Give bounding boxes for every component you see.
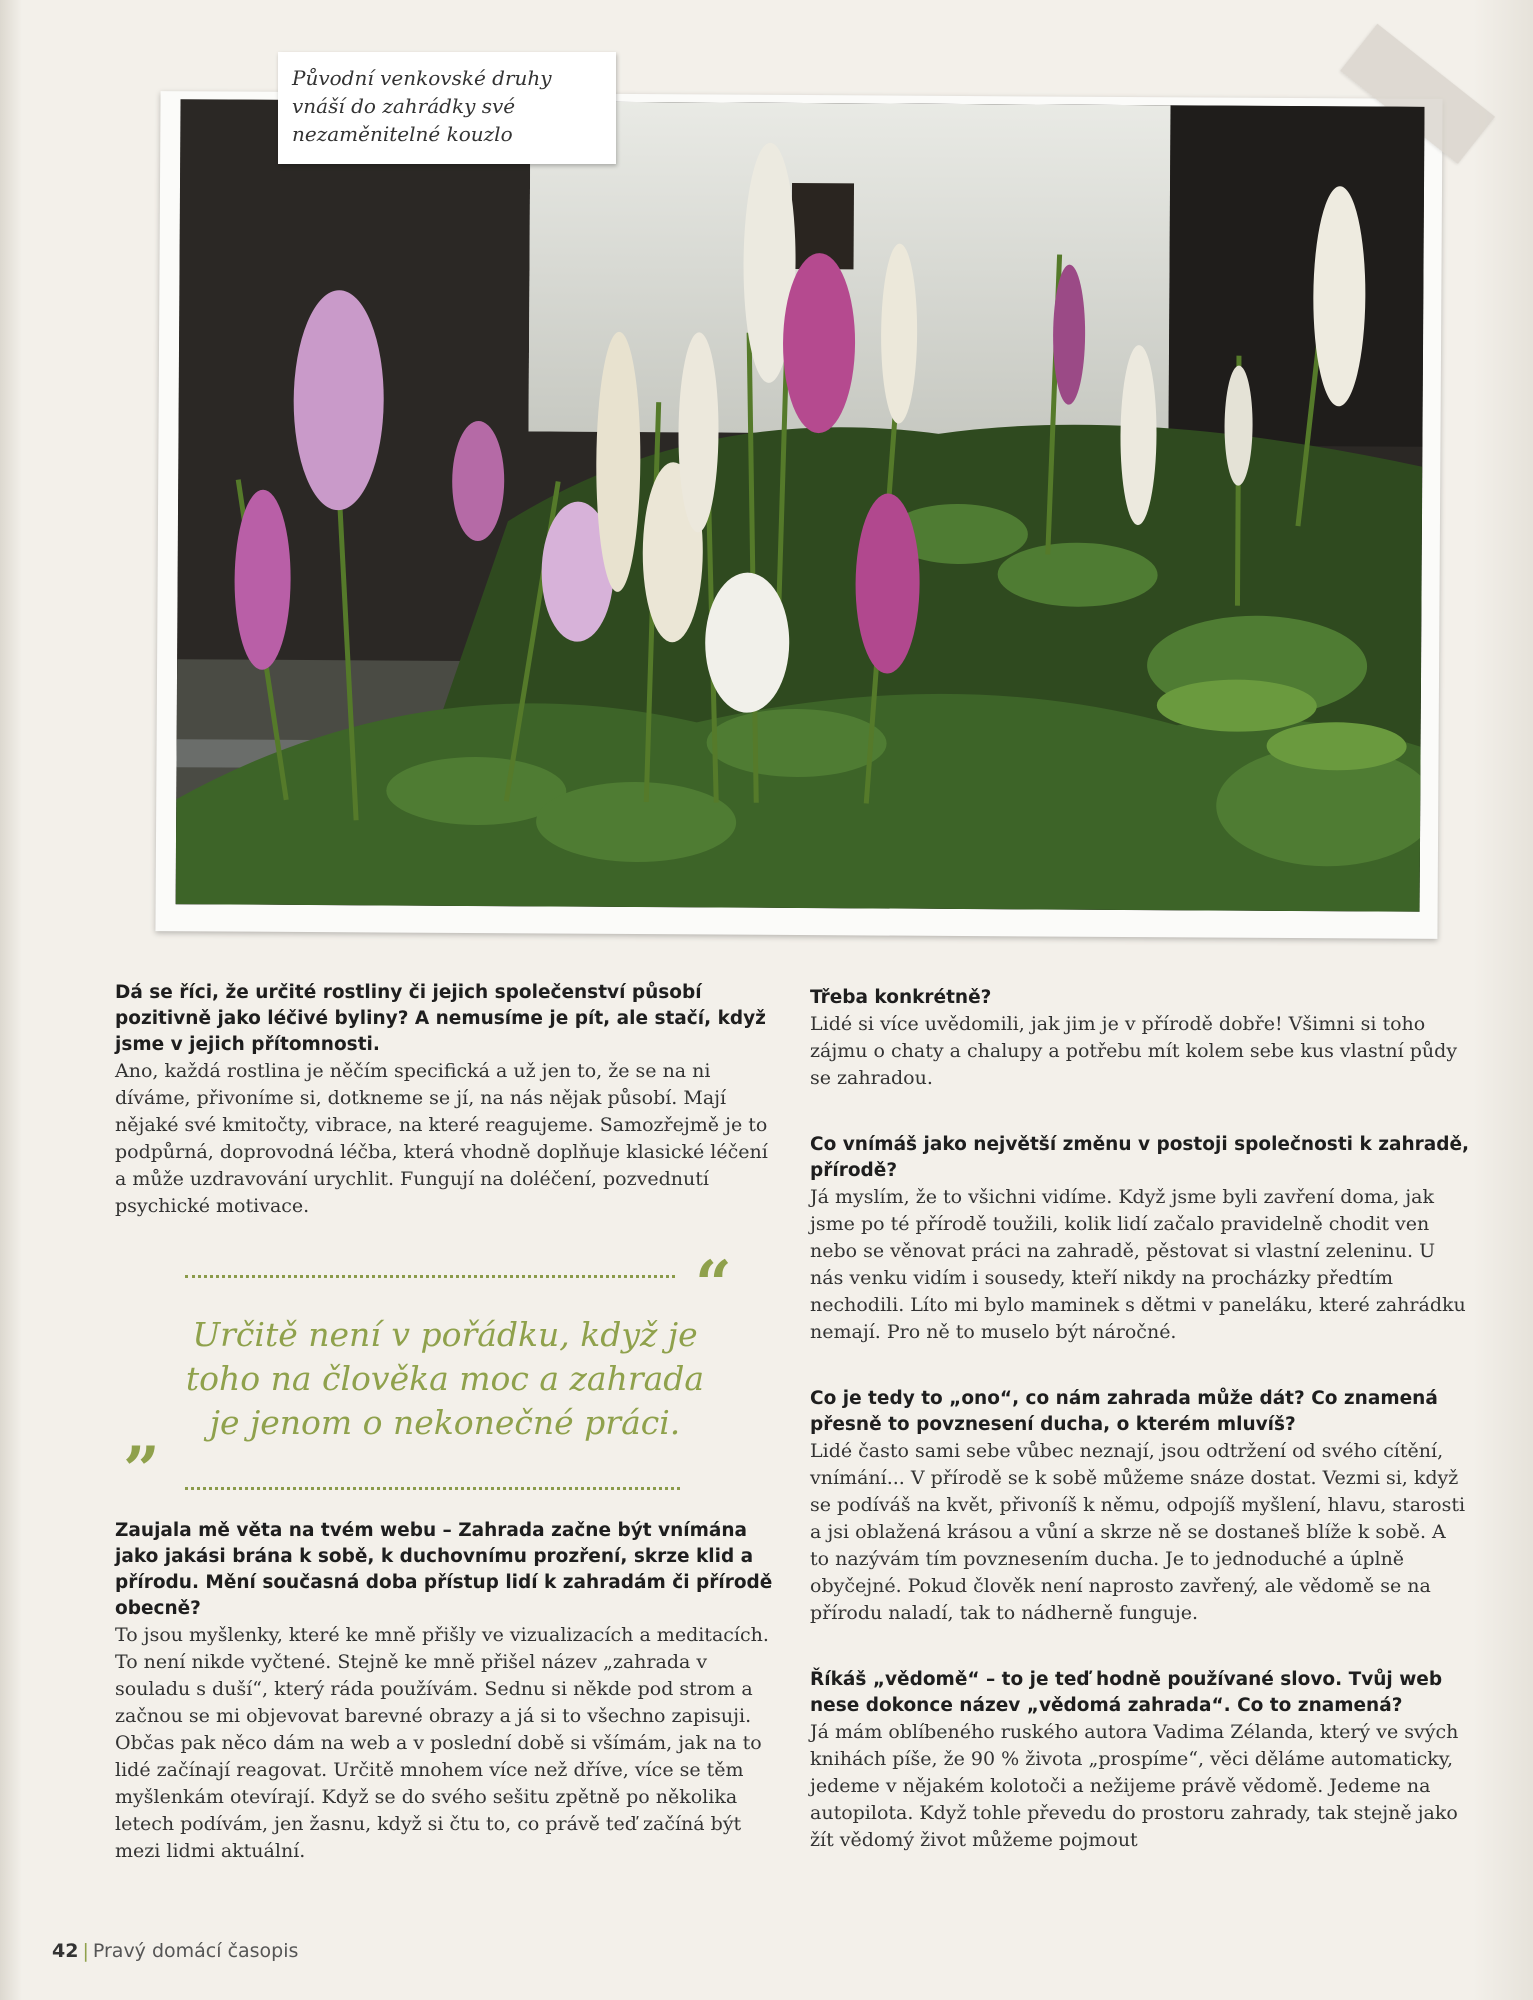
answer-2: To jsou myšlenky, které ke mně přišly ve vizualizacích a meditacích. To není nikde vyčtené. Stejně ke mně přišel název „zahrada v souladu s duší“, který ráda používám. Sednu si někde pod strom a začnou se mi objevovat barevné obrazy a já si to všechno zapisuji. Občas pak něco dám na web a v poslední době si všímám, jak na to lidé začínají reagovat. Určitě mnohem více než dříve, více se těm myšlenkám otevírají. Když se do svého sešitu zpětně po několika letech podívám, jen žasnu, když si čtu to, co právě teď začíná být mezi lidmi aktuální.: [115, 1624, 769, 1862]
answer-5: Lidé často sami sebe vůbec neznají, jsou odtržení od svého cítění, vnímání... V přírodě se k sobě můžeme snáze dostat. Vezmi si, když se podíváš na květ, přivoníš k němu, odpojíš myšlení, hlavu, starosti a jsi oblažená krásou a vůní a skrze ně se dostaneš blíže k sobě. A to nazývám tím povznesením ducha. Je to jednoduché a úplně obyčejné. Pokud člověk není naprosto zavřený, ale vědomě se na přírodu naladí, tak to nádherně funguje.: [810, 1440, 1466, 1624]
answer-4: Já myslím, že to všichni vidíme. Když jsme byli zavření doma, jak jsme po té přírodě toužili, kolik lidí začalo pravidelně chodit ven nebo se věnovat práci na zahradě, pěstovat si vlastní zeleninu. U nás venku vidím i sousedy, kteří nikdy na procházky předtím nechodili. Líto mi bylo maminek s dětmi v paneláku, které zahrádku nemají. Pro ně to muselo být náročné.: [810, 1186, 1466, 1343]
page-footer: [52, 1940, 298, 1962]
dotted-rule-bottom: [185, 1487, 680, 1490]
left-column: [115, 980, 785, 1220]
left-column-lower: [115, 1518, 785, 1865]
photo-illustration: [176, 99, 1425, 912]
photo-frame: [155, 91, 1442, 939]
foxglove-photo: [176, 99, 1425, 912]
answer-1: Ano, každá rostlina je něčím specifická a už jen to, že se na ni díváme, přivoníme si, dotkneme se jí, na nás nějak působí. Mají nějaké své kmitočty, vibrace, na které reagujeme. Samozřejmě je to podpůrná, doprovodná léčba, která vhodně doplňuje klasické léčení a může uzdravování urychlit. Fungují na doléčení, pozvednutí psychické motivace.: [115, 1060, 768, 1217]
page-number: 42: [52, 1940, 79, 1962]
footer-separator: |: [82, 1940, 89, 1962]
answer-3: Lidé si více uvědomili, jak jim je v přírodě dobře! Všimni si toho zájmu o chaty a chalupy a potřebu mít kolem sebe kus vlastní půdy se zahradou.: [810, 1013, 1458, 1089]
question-6: Říkáš „vědomě“ – to je teď hodně používané slovo. Tvůj web nese dokonce název „vědomá zahrada“. Co to znamená?: [810, 1669, 1443, 1716]
question-4: Co vnímáš jako největší změnu v postoji společnosti k zahradě, přírodě?: [810, 1134, 1470, 1181]
page-edge-shadow: [0, 0, 22, 2000]
question-5: Co je tedy to „ono“, co nám zahrada může dát? Co znamená přesně to povznesení ducha, o kterém mluvíš?: [810, 1388, 1438, 1435]
question-2: Zaujala mě věta na tvém webu – Zahrada začne být vnímána jako jakási brána k sobě, k duchovnímu prozření, skrze klid a přírodu. Mění současná doba přístup lidí k zahradám či přírodě obecně?: [115, 1520, 773, 1619]
photo-caption: Původní venkovské druhy vnáší do zahrádky své nezaměnitelné kouzlo: [292, 66, 552, 146]
question-3: Třeba konkrétně?: [810, 987, 992, 1008]
answer-6: Já mám oblíbeného ruského autora Vadima Zélanda, který ve svých knihách píše, že 90 % života „prospíme“, věci děláme automaticky, jedeme v nějakém kolotoči a nežijeme právě vědomě. Jedeme na autopilota. Když tohle převedu do prostoru zahrady, tak stejně jako žít vědomý život můžeme pojmout: [810, 1721, 1459, 1851]
photo-caption-box: [278, 52, 616, 164]
pull-quote-text: Určitě není v pořádku, když je toho na člověka moc a zahrada je jenom o nekonečné práci.: [185, 1315, 705, 1442]
magazine-name: Pravý domácí časopis: [92, 1940, 299, 1962]
question-1: Dá se říci, že určité rostliny či jejich společenství působí pozitivně jako léčivé byliny? A nemusíme je pít, ale stačí, když jsme v jejich přítomnosti.: [115, 982, 766, 1055]
page-edge-shadow-right: [1473, 0, 1533, 2000]
quote-open-icon: “: [695, 1247, 732, 1322]
right-column: [810, 985, 1470, 1854]
dotted-rule-top: [185, 1275, 675, 1278]
pull-quote: [123, 1247, 732, 1508]
quote-close-icon: ”: [123, 1433, 160, 1508]
